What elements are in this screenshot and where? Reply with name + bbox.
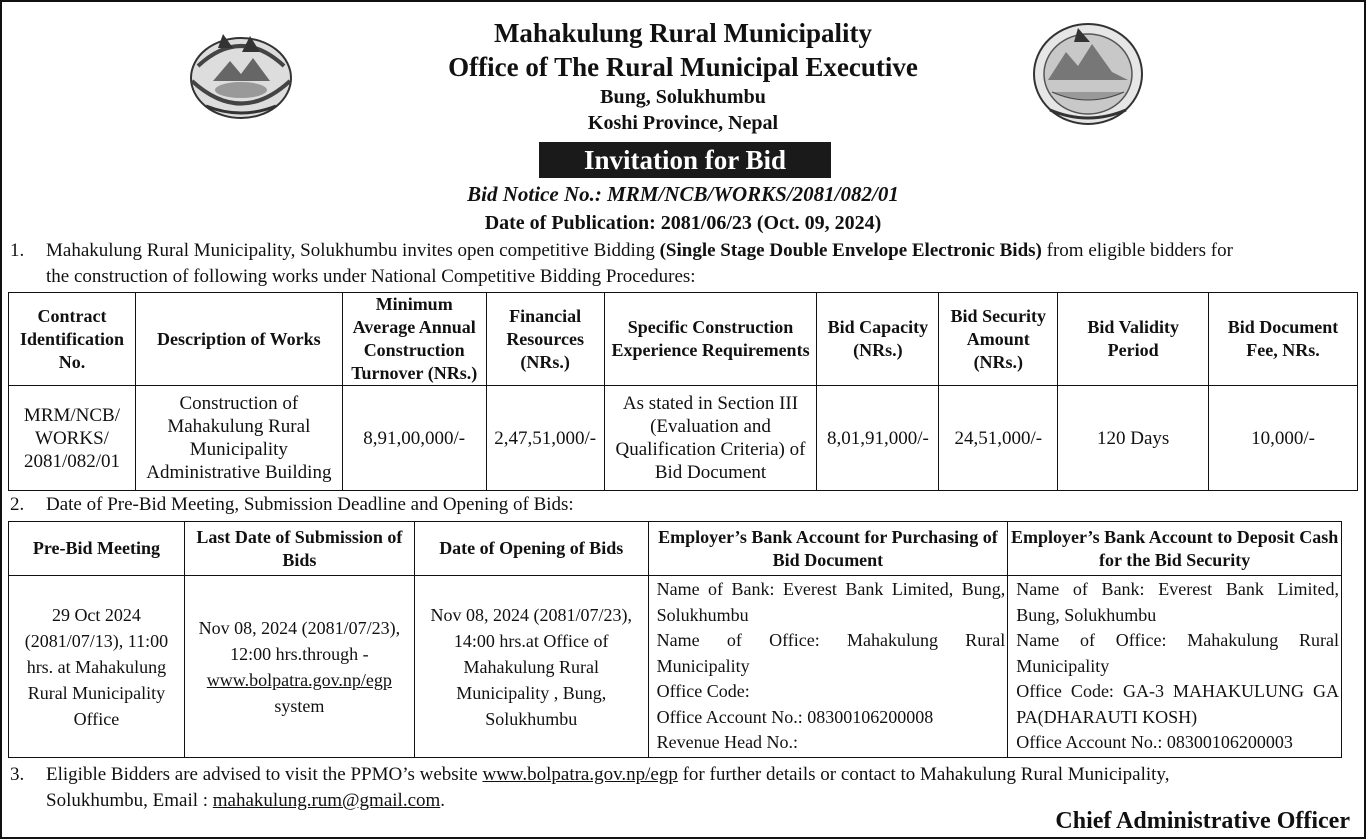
signature-title: Chief Administrative Officer [1055,808,1350,834]
account-number: Office Account No.: 08300106200008 [656,706,934,727]
paragraph-number: 3. [10,764,25,785]
office-name-line: Name of Office: Mahakulung Rural Municipality [1016,630,1339,676]
paragraph-text: Mahakulung Rural Municipality, Solukhumbu invites open competitive Bidding [46,240,660,261]
financial-cell: 2,47,51,000/- [486,386,604,491]
paragraph-1 [10,238,1360,290]
experience-cell: As stated in Section III (Evaluation and Qualification Criteria) of Bid Document [604,386,817,491]
works-table [8,292,1358,491]
column-header: Bid Validity Period [1058,293,1209,386]
ppmo-website-link[interactable]: www.bolpatra.gov.np/egp [482,764,678,785]
works-header-row [9,293,1358,386]
table-row [9,576,1342,758]
column-header: Bid Capacity (NRs.) [817,293,939,386]
paragraph-text: Date of Pre-Bid Meeting, Submission Deadline and Opening of Bids: [46,494,574,515]
bid-notice-number: Bid Notice No.: MRM/NCB/WORKS/2081/082/01 [467,182,899,206]
invitation-banner: Invitation for Bid [539,142,831,178]
paragraph-number: 1. [10,240,25,261]
column-header: Employer’s Bank Account to Deposit Cash for the Bid Security [1008,522,1342,576]
dates-header-row [9,522,1342,576]
dates-table [8,521,1342,758]
bank-name: Name of Bank: Everest Bank Limited, Bung, Solukhumbu [1016,579,1339,625]
paragraph-text: . [440,790,446,811]
opening-cell: Nov 08, 2024 (2081/07/23), 14:00 hrs.at Office of Mahakulung Rural Municipality , Bung, Solukhumbu [414,576,648,758]
publication-date: Date of Publication: 2081/06/23 (Oct. 09, 2024) [484,212,882,234]
column-header: Last Date of Submission of Bids [184,522,414,576]
bank-name: Name of Bank: Everest Bank Limited, Bung, Solukhumbu [656,579,1006,625]
paragraph-text: the construction of following works under National Competitive Bidding Procedures: [46,266,696,287]
fee-cell: 10,000/- [1209,386,1358,491]
column-header: Specific Construction Experience Requirements [604,293,817,386]
province-line: Koshi Province, Nepal [587,112,779,134]
column-header: Bid Document Fee, NRs. [1209,293,1358,386]
bolpatra-link[interactable]: www.bolpatra.gov.np/egp [206,669,392,690]
office-name-line: Name of Office: Mahakulung Rural Municipality [656,630,1006,676]
description-cell: Construction of Mahakulung Rural Municipality Administrative Building [135,386,342,491]
column-header: Bid Security Amount (NRs.) [939,293,1058,386]
column-header: Minimum Average Annual Construction Turnover (NRs.) [342,293,486,386]
contract-id-cell: MRM/NCB/ WORKS/ 2081/082/01 [9,386,136,491]
submission-cell: Nov 08, 2024 (2081/07/23), 12:00 hrs.through - www.bolpatra.gov.np/egp system [184,576,414,758]
capacity-cell: 8,01,91,000/- [817,386,939,491]
office-name: Office of The Rural Municipal Executive [448,52,918,82]
column-header: Date of Opening of Bids [414,522,648,576]
paragraph-text: for further details or contact to Mahakulung Rural Municipality, [677,764,1170,785]
column-header: Description of Works [135,293,342,386]
prebid-cell: 29 Oct 2024 (2081/07/13), 11:00 hrs. at Mahakulung Rural Municipality Office [9,576,185,758]
deposit-account-cell [1008,576,1342,758]
validity-cell: 120 Days [1058,386,1209,491]
revenue-head: Revenue Head No.: [656,732,799,753]
column-header: Employer’s Bank Account for Purchasing of Bid Document [648,522,1008,576]
municipality-name: Mahakulung Rural Municipality [493,18,873,48]
paragraph-text: Eligible Bidders are advised to visit the PPMO’s website [46,764,483,785]
account-number: Office Account No.: 08300106200003 [1016,732,1293,753]
table-row [9,386,1358,491]
bid-type-emphasis: (Single Stage Double Envelope Electronic Bids) [659,240,1042,261]
column-header: Contract Identification No. [9,293,136,386]
column-header: Pre-Bid Meeting [9,522,185,576]
purchase-account-cell [648,576,1008,758]
paragraph-2 [10,492,1360,518]
turnover-cell: 8,91,00,000/- [342,386,486,491]
email-link[interactable]: mahakulung.rum@gmail.com [212,790,441,811]
column-header: Financial Resources (NRs.) [486,293,604,386]
office-code: Office Code: GA-3 MAHAKULUNG GA PA(DHARAUTI KOSH) [1016,681,1339,727]
address-line: Bung, Solukhumbu [600,86,766,108]
security-cell: 24,51,000/- [939,386,1058,491]
paragraph-text: Solukhumbu, Email : [46,790,213,811]
office-code: Office Code: [656,681,750,702]
paragraph-3 [10,762,1360,814]
paragraph-text: from eligible bidders for [1041,240,1233,261]
paragraph-number: 2. [10,494,25,515]
